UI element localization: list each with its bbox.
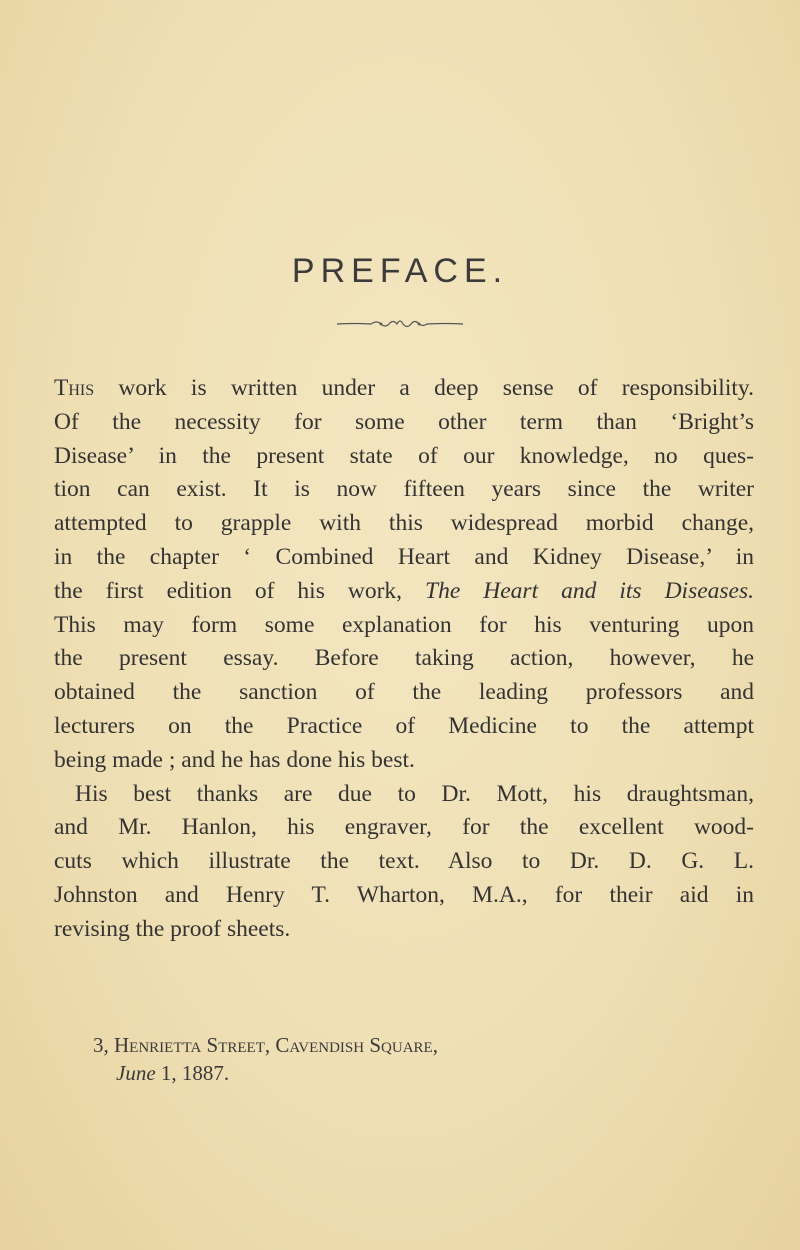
address-block [93,1031,438,1087]
line-text: work is written under a deep sense of responsibility. [94,375,754,401]
text-line: in the chapter ‘ Combined Heart and Kidney Disease,’ in [54,543,754,570]
line-text: the first edition of his work, [54,577,426,604]
text-line: being made ; and he has done his best. [54,746,415,773]
book-title-italic: The Heart and its Diseases. [425,577,754,604]
text-line [54,575,754,609]
text-line: tion can exist. It is now fifteen years since the writer [54,476,754,503]
text-line: the present essay. Before taking action, however, he [54,645,754,672]
ornamental-rule-icon [0,316,800,335]
text-line: and Mr. Hanlon, his engraver, for the excellent wood- [54,814,754,841]
text-line: Of the necessity for some other term than ‘Bright’s [54,408,754,435]
text-line: lecturers on the Practice of Medicine to the attempt [54,712,754,739]
ornament-svg [335,316,465,330]
text-line: obtained the sanction of the leading professors and [54,679,754,706]
paragraph-2 [54,778,754,947]
text-line: revising the proof sheets. [54,915,291,942]
preface-body [54,372,754,947]
text-line: Disease’ in the present state of our knowledge, no ques- [54,442,754,469]
text-line [54,372,754,406]
address-line: 3, Henrietta Street, Cavendish Square, [93,1033,438,1057]
text-line: attempted to grapple with this widespread morbid change, [54,510,754,537]
date-line [93,1059,438,1087]
text-line: Johnston and Henry T. Wharton, M.A., for their aid in [54,881,754,908]
date-rest: 1, 1887. [155,1061,230,1085]
paragraph-1 [54,372,754,778]
text-line: His best thanks are due to Dr. Mott, his draughtsman, [75,780,754,807]
small-caps-word: This [54,375,95,401]
text-line: This may form some explanation for his venturing upon [54,611,754,638]
date-month: June [116,1061,156,1085]
text-line: cuts which illustrate the text. Also to Dr. D. G. L. [54,848,754,875]
page-title: PREFACE. [291,252,509,290]
